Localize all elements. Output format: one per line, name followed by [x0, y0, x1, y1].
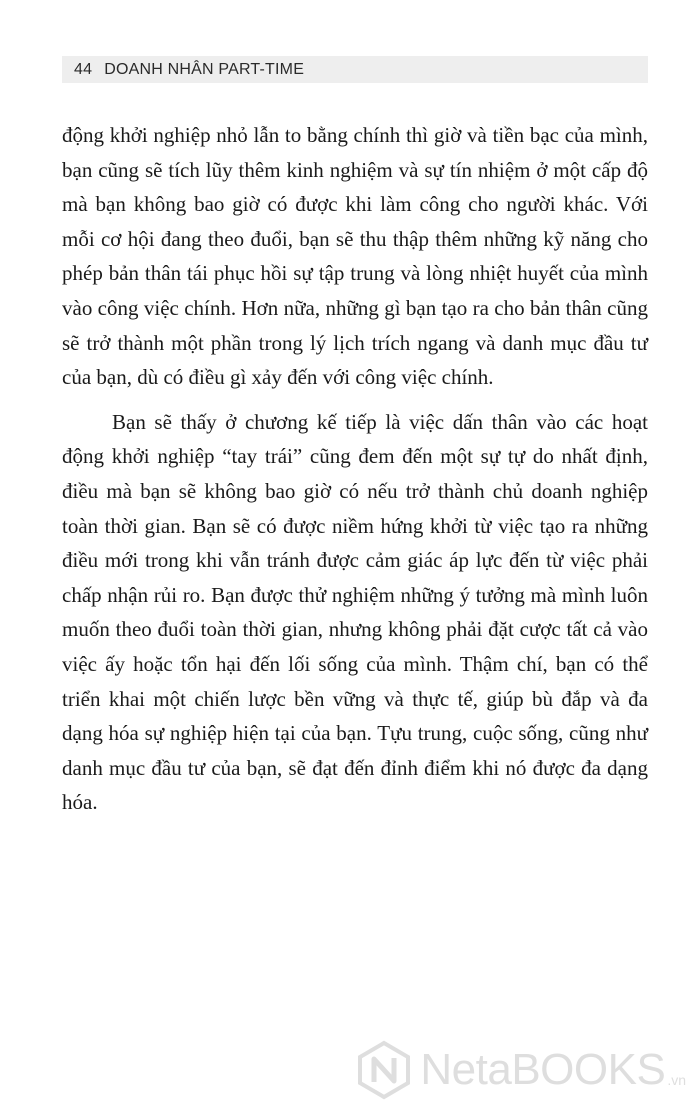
paragraph-continued: động khởi nghiệp nhỏ lẫn to bằng chính thì giờ và tiền bạc của mình, bạn cũng sẽ tích lũy thêm kinh nghiệm và sự tín nhiệm ở một cấp độ mà bạn không bao giờ có được khi làm công cho người khác. Với mỗi cơ hội đang theo đuổi, bạn sẽ thu thập thêm những kỹ năng cho phép bản thân tái phục hồi sự tập trung và lòng nhiệt huyết của mình vào công việc chính. Hơn nữa, những gì bạn tạo ra cho bản thân cũng sẽ trở thành một phần trong lý lịch trích ngang và danh mục đầu tư của bạn, dù có điều gì xảy đến với công việc chính. [62, 123, 648, 390]
running-header [62, 56, 648, 83]
page-number: 44 [74, 60, 93, 78]
watermark [354, 1040, 686, 1100]
watermark-tld: .vn [667, 1072, 686, 1088]
book-title: DOANH NHÂN PART-TIME [104, 60, 305, 78]
body-text [62, 118, 648, 820]
paragraph: Bạn sẽ thấy ở chương kế tiếp là việc dấn thân vào các hoạt động khởi nghiệp “tay trái” cũng đem đến một sự tự do nhất định, điều mà bạn sẽ không bao giờ có nếu trở thành chủ doanh nghiệp toàn thời gian. Bạn sẽ có được niềm hứng khởi từ việc tạo ra những điều mới trong khi vẫn tránh được cảm giác áp lực đến từ việc phải chấp nhận rủi ro. Bạn được thử nghiệm những ý tưởng mà mình luôn muốn theo đuổi toàn thời gian, nhưng không phải đặt cược tất cả vào việc ấy hoặc tổn hại đến lối sống của mình. Thậm chí, bạn có thể triển khai một chiến lược bền vững và thực tế, giúp bù đắp và đa dạng hóa sự nghiệp hiện tại của bạn. Tựu trung, cuộc sống, cũng như danh mục đầu tư của bạn, sẽ đạt đến đỉnh điểm khi nó được đa dạng hóa. [62, 409, 648, 815]
netabooks-logo-icon [354, 1040, 414, 1100]
watermark-brand: NetaBOOKS [420, 1045, 666, 1094]
